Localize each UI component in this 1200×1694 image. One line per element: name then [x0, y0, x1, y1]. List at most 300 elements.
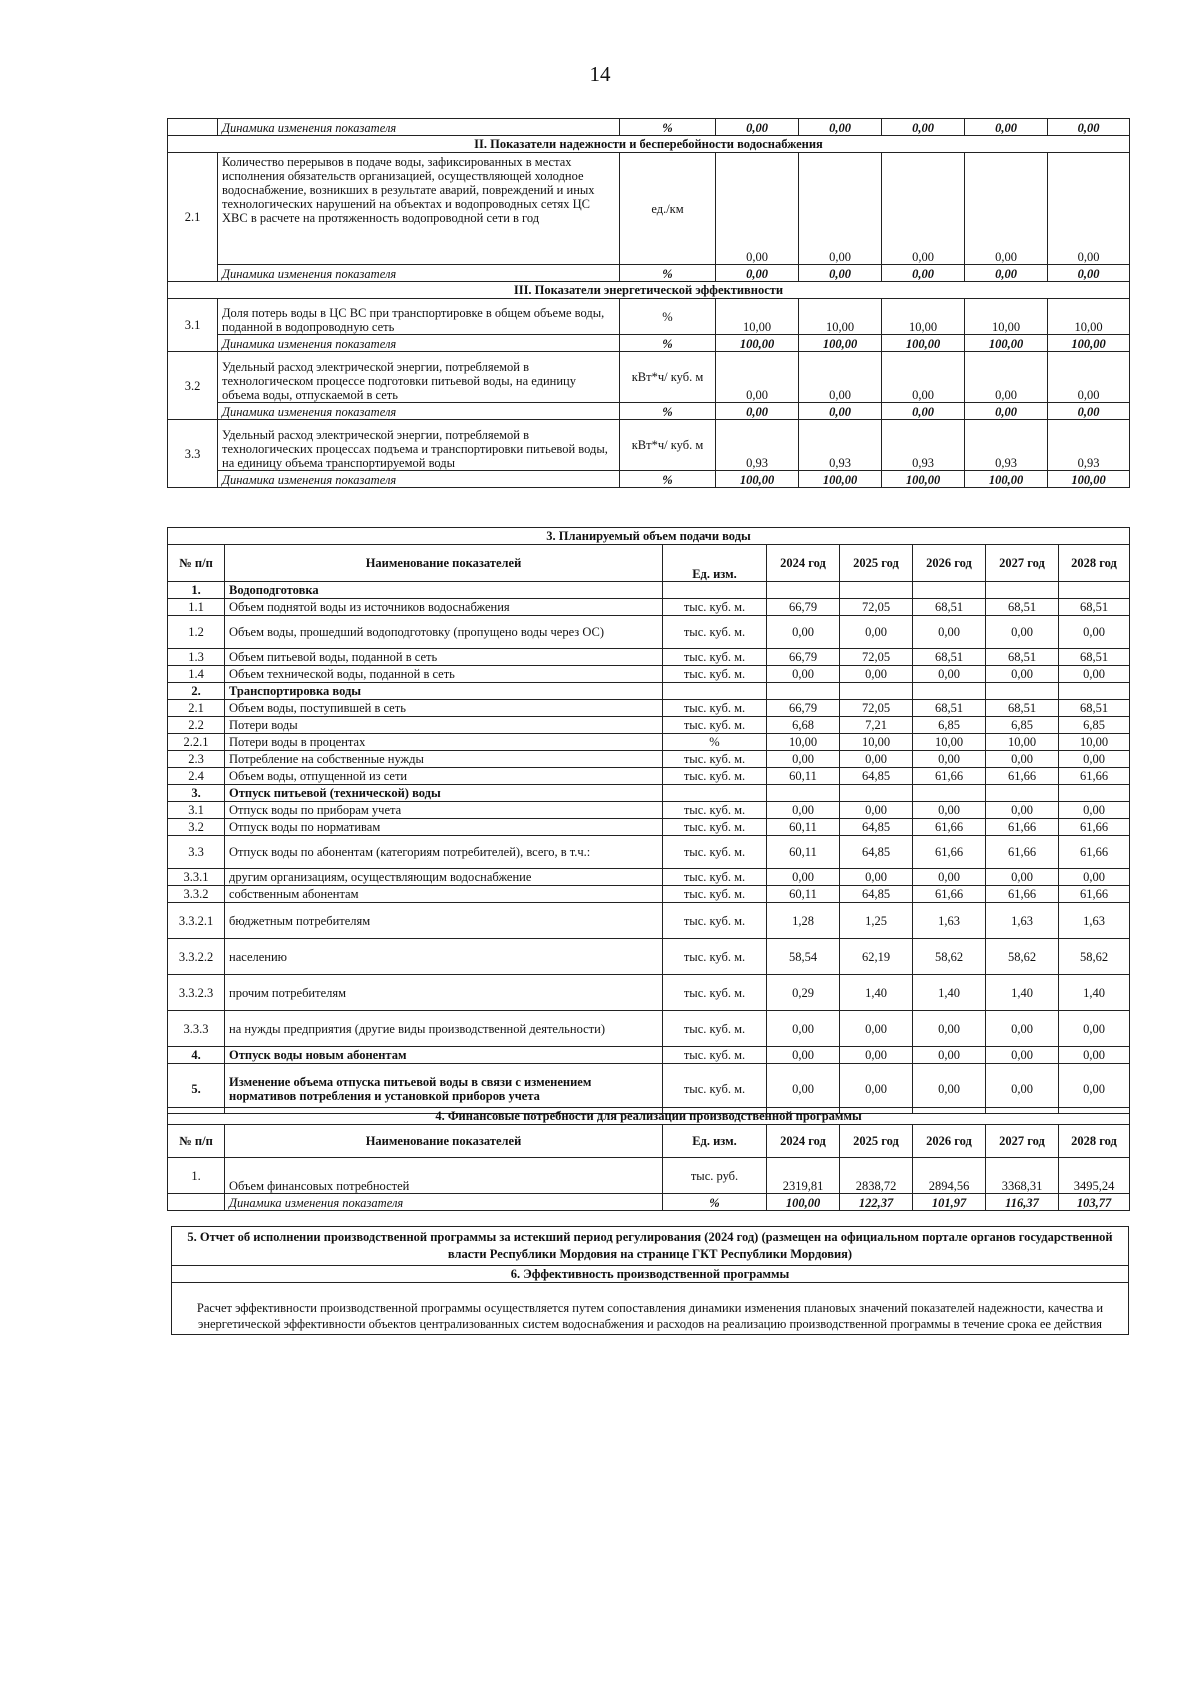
value-cell: 2894,56	[913, 1158, 986, 1194]
row-number: 3.2	[168, 819, 225, 836]
value-cell: 68,51	[1059, 649, 1130, 666]
indicator-name: Отпуск питьевой (технической) воды	[225, 785, 663, 802]
value-cell: 61,66	[1059, 819, 1130, 836]
value-cell: 10,00	[986, 734, 1059, 751]
header-year: 2025 год	[840, 1125, 913, 1158]
volume-row	[168, 1011, 1130, 1047]
value-cell	[767, 683, 840, 700]
indicator-name: Водоподготовка	[225, 582, 663, 599]
header-year: 2027 год	[986, 545, 1059, 582]
report-sections	[171, 1226, 1129, 1335]
value-cell: 0,00	[767, 869, 840, 886]
unit-cell: %	[620, 265, 716, 282]
value-cell: 0,00	[986, 616, 1059, 649]
value-cell: 61,66	[913, 819, 986, 836]
value-cell: 0,00	[913, 751, 986, 768]
volume-row	[168, 717, 1130, 734]
unit-cell: тыс. куб. м.	[663, 717, 767, 734]
header-num: № п/п	[168, 545, 225, 582]
value-cell: 0,00	[965, 119, 1048, 136]
row-number: 3.3	[168, 836, 225, 869]
value-cell: 100,00	[799, 335, 882, 352]
row-number: 3.3.3	[168, 1011, 225, 1047]
value-cell: 3368,31	[986, 1158, 1059, 1194]
header-year: 2027 год	[986, 1125, 1059, 1158]
value-cell: 0,29	[767, 975, 840, 1011]
page-number: 14	[589, 62, 611, 86]
value-cell: 0,00	[840, 666, 913, 683]
value-cell: 0,00	[767, 666, 840, 683]
value-cell: 0,00	[986, 751, 1059, 768]
value-cell: 0,00	[716, 352, 799, 403]
value-cell	[840, 785, 913, 802]
value-cell: 0,00	[840, 751, 913, 768]
header-year: 2028 год	[1059, 545, 1130, 582]
finance-row	[168, 1158, 1130, 1194]
volume-row	[168, 666, 1130, 683]
row-number: 5.	[168, 1064, 225, 1114]
header-name: Наименование показателей	[225, 545, 663, 582]
value-cell: 64,85	[840, 768, 913, 785]
volume-row	[168, 1064, 1130, 1114]
indicator-name: Объем воды, прошедший водоподготовку (пропущено воды через ОС)	[225, 616, 663, 649]
volume-row	[168, 939, 1130, 975]
volume-row	[168, 700, 1130, 717]
value-cell: 7,21	[840, 717, 913, 734]
value-cell: 0,00	[986, 1011, 1059, 1047]
row-number: 2.1	[168, 153, 218, 282]
value-cell: 0,00	[767, 1011, 840, 1047]
volume-row	[168, 975, 1130, 1011]
value-cell	[913, 785, 986, 802]
value-cell: 0,00	[882, 153, 965, 265]
value-cell: 0,00	[799, 119, 882, 136]
value-cell	[1059, 582, 1130, 599]
unit-cell	[663, 582, 767, 599]
value-cell: 10,00	[799, 299, 882, 335]
value-cell: 100,00	[716, 471, 799, 488]
value-cell: 0,00	[767, 1064, 840, 1114]
volume-row	[168, 819, 1130, 836]
indicator-name: Отпуск воды по нормативам	[225, 819, 663, 836]
header-row	[168, 1125, 1130, 1158]
value-cell: 10,00	[913, 734, 986, 751]
volume-row	[168, 802, 1130, 819]
value-cell: 100,00	[965, 471, 1048, 488]
value-cell: 0,93	[965, 420, 1048, 471]
row-number: 2.1	[168, 700, 225, 717]
value-cell: 0,00	[840, 802, 913, 819]
row-number: 1.1	[168, 599, 225, 616]
unit-cell: ед./км	[620, 153, 716, 265]
unit-cell: %	[620, 471, 716, 488]
volume-row	[168, 734, 1130, 751]
value-cell: 60,11	[767, 836, 840, 869]
value-cell: 1,63	[913, 903, 986, 939]
indicator-name: на нужды предприятия (другие виды производственной деятельности)	[225, 1011, 663, 1047]
value-cell: 100,00	[965, 335, 1048, 352]
value-cell: 68,51	[1059, 599, 1130, 616]
volume-row	[168, 886, 1130, 903]
value-cell: 3495,24	[1059, 1158, 1130, 1194]
unit-cell: тыс. куб. м.	[663, 649, 767, 666]
dynamics-row	[168, 403, 1130, 420]
value-cell	[767, 582, 840, 599]
value-cell: 0,00	[840, 1011, 913, 1047]
unit-cell: тыс. куб. м.	[663, 869, 767, 886]
value-cell: 0,00	[1059, 1047, 1130, 1064]
unit-cell: тыс. куб. м.	[663, 1011, 767, 1047]
row-number: 2.2	[168, 717, 225, 734]
unit-cell: тыс. куб. м.	[663, 939, 767, 975]
row-number: 3.2	[168, 352, 218, 420]
value-cell: 61,66	[986, 886, 1059, 903]
value-cell: 0,00	[882, 119, 965, 136]
value-cell: 1,63	[1059, 903, 1130, 939]
value-cell: 0,00	[840, 1047, 913, 1064]
indicator-name: бюджетным потребителям	[225, 903, 663, 939]
value-cell: 0,00	[965, 352, 1048, 403]
unit-cell: тыс. куб. м.	[663, 836, 767, 869]
indicator-name: Потребление на собственные нужды	[225, 751, 663, 768]
finance-table	[167, 1107, 1130, 1211]
volume-row	[168, 649, 1130, 666]
unit-cell: тыс. куб. м.	[663, 903, 767, 939]
value-cell: 61,66	[1059, 886, 1130, 903]
value-cell: 6,85	[913, 717, 986, 734]
header-year: 2024 год	[767, 1125, 840, 1158]
row-number: 3.3.2.2	[168, 939, 225, 975]
section-6-title: 6. Эффективность производственной программы	[172, 1266, 1129, 1283]
value-cell: 64,85	[840, 886, 913, 903]
unit-cell	[663, 683, 767, 700]
unit-cell: кВт*ч/ куб. м	[620, 420, 716, 471]
value-cell: 0,00	[1059, 616, 1130, 649]
header-year: 2028 год	[1059, 1125, 1130, 1158]
header-year: 2025 год	[840, 545, 913, 582]
value-cell: 0,00	[1048, 403, 1130, 420]
value-cell	[986, 683, 1059, 700]
value-cell: 0,00	[767, 1047, 840, 1064]
row-number: 3.	[168, 785, 225, 802]
indicator-name: Отпуск воды по абонентам (категориям потребителей), всего, в т.ч.:	[225, 836, 663, 869]
dynamics-row	[168, 265, 1130, 282]
indicator-name: Потери воды	[225, 717, 663, 734]
row-number: 3.1	[168, 802, 225, 819]
value-cell: 116,37	[986, 1194, 1059, 1211]
value-cell: 101,97	[913, 1194, 986, 1211]
volume-row	[168, 683, 1130, 700]
section-title: 4. Финансовые потребности для реализации производственной программы	[168, 1108, 1130, 1125]
volume-row	[168, 1047, 1130, 1064]
value-cell	[986, 785, 1059, 802]
value-cell: 1,63	[986, 903, 1059, 939]
header-year: 2024 год	[767, 545, 840, 582]
value-cell: 0,00	[767, 802, 840, 819]
header-row	[168, 545, 1130, 582]
row-number: 3.3.2	[168, 886, 225, 903]
row-number: 2.3	[168, 751, 225, 768]
value-cell: 66,79	[767, 649, 840, 666]
value-cell: 0,00	[767, 751, 840, 768]
value-cell: 60,11	[767, 886, 840, 903]
header-year: 2026 год	[913, 545, 986, 582]
value-cell: 72,05	[840, 649, 913, 666]
row-number: 4.	[168, 1047, 225, 1064]
indicator-name: Отпуск воды новым абонентам	[225, 1047, 663, 1064]
value-cell	[986, 582, 1059, 599]
value-cell	[840, 582, 913, 599]
indicator-name: Объем воды, отпущенной из сети	[225, 768, 663, 785]
value-cell: 68,51	[986, 599, 1059, 616]
value-cell: 0,00	[1059, 666, 1130, 683]
value-cell: 6,85	[986, 717, 1059, 734]
value-cell: 60,11	[767, 819, 840, 836]
unit-cell: %	[620, 335, 716, 352]
value-cell: 62,19	[840, 939, 913, 975]
value-cell: 64,85	[840, 819, 913, 836]
indicator-name: прочим потребителям	[225, 975, 663, 1011]
value-cell: 0,00	[913, 869, 986, 886]
row-number: 3.3.2.3	[168, 975, 225, 1011]
section-title: 3. Планируемый объем подачи воды	[168, 528, 1130, 545]
volume-row	[168, 751, 1130, 768]
header-name: Наименование показателей	[225, 1125, 663, 1158]
row-number: 1.	[168, 1158, 225, 1194]
value-cell: 0,00	[1059, 869, 1130, 886]
section-title: III. Показатели энергетической эффективности	[168, 282, 1130, 299]
indicator-row	[168, 153, 1130, 265]
value-cell: 61,66	[986, 836, 1059, 869]
unit-cell: тыс. куб. м.	[663, 751, 767, 768]
value-cell: 0,00	[882, 265, 965, 282]
value-cell: 0,00	[799, 403, 882, 420]
value-cell: 61,66	[913, 768, 986, 785]
header-unit: Ед. изм.	[663, 545, 767, 582]
unit-cell: тыс. куб. м.	[663, 768, 767, 785]
dynamics-row	[168, 1194, 1130, 1211]
section-5-text: 5. Отчет об исполнении производственной программы за истекший период регулирования (2024 год) (размещен на официальном портале органов государственной власти Республики Мордовия на странице ГКТ Республики Мордовия)	[172, 1227, 1129, 1266]
value-cell: 0,00	[1059, 1064, 1130, 1114]
value-cell: 0,93	[716, 420, 799, 471]
header-num: № п/п	[168, 1125, 225, 1158]
unit-cell: %	[620, 119, 716, 136]
value-cell: 0,00	[986, 1064, 1059, 1114]
unit-cell	[663, 785, 767, 802]
value-cell: 100,00	[882, 471, 965, 488]
indicator-name: Изменение объема отпуска питьевой воды в связи с изменением нормативов потребления и установкой приборов учета	[225, 1064, 663, 1114]
value-cell: 72,05	[840, 599, 913, 616]
value-cell: 61,66	[986, 819, 1059, 836]
value-cell: 0,93	[799, 420, 882, 471]
value-cell: 0,00	[986, 802, 1059, 819]
value-cell: 58,62	[986, 939, 1059, 975]
value-cell: 100,00	[716, 335, 799, 352]
row-number: 3.3.1	[168, 869, 225, 886]
dynamics-row	[168, 471, 1130, 488]
value-cell: 10,00	[882, 299, 965, 335]
indicator-name: Доля потерь воды в ЦС ВС при транспортировке в общем объеме воды, поданной в водопроводную сеть	[218, 299, 620, 335]
value-cell: 0,00	[840, 616, 913, 649]
value-cell	[1059, 683, 1130, 700]
value-cell: 60,11	[767, 768, 840, 785]
value-cell: 2838,72	[840, 1158, 913, 1194]
value-cell: 58,62	[913, 939, 986, 975]
value-cell: 0,00	[799, 265, 882, 282]
indicator-name: Объем поднятой воды из источников водоснабжения	[225, 599, 663, 616]
value-cell: 100,00	[1048, 335, 1130, 352]
value-cell: 10,00	[1059, 734, 1130, 751]
value-cell: 0,00	[913, 666, 986, 683]
volume-row	[168, 768, 1130, 785]
value-cell: 0,00	[965, 153, 1048, 265]
volume-row	[168, 903, 1130, 939]
row-number: 1.4	[168, 666, 225, 683]
value-cell: 0,00	[799, 352, 882, 403]
value-cell: 66,79	[767, 700, 840, 717]
volume-row	[168, 616, 1130, 649]
value-cell: 10,00	[716, 299, 799, 335]
value-cell: 0,00	[767, 616, 840, 649]
value-cell: 1,40	[913, 975, 986, 1011]
value-cell: 122,37	[840, 1194, 913, 1211]
value-cell: 61,66	[913, 886, 986, 903]
value-cell: 10,00	[1048, 299, 1130, 335]
unit-cell: тыс. куб. м.	[663, 700, 767, 717]
unit-cell: тыс. куб. м.	[663, 599, 767, 616]
header-year: 2026 год	[913, 1125, 986, 1158]
indicator-name: Удельный расход электрической энергии, потребляемой в технологических процессах подъема и транспортировки питьевой воды, на единицу объема транспортируемой воды	[218, 420, 620, 471]
row-number: 2.4	[168, 768, 225, 785]
unit-cell: %	[663, 734, 767, 751]
indicator-name: другим организациям, осуществляющим водоснабжение	[225, 869, 663, 886]
indicator-name: Потери воды в процентах	[225, 734, 663, 751]
unit-cell: %	[620, 403, 716, 420]
section-title: II. Показатели надежности и бесперебойности водоснабжения	[168, 136, 1130, 153]
indicator-name: Объем питьевой воды, поданной в сеть	[225, 649, 663, 666]
value-cell: 0,00	[799, 153, 882, 265]
row-number: 3.1	[168, 299, 218, 352]
value-cell: 61,66	[1059, 768, 1130, 785]
value-cell	[840, 683, 913, 700]
value-cell: 68,51	[1059, 700, 1130, 717]
volume-row	[168, 599, 1130, 616]
unit-cell: тыс. куб. м.	[663, 819, 767, 836]
value-cell: 0,00	[965, 265, 1048, 282]
indicator-row	[168, 352, 1130, 403]
value-cell: 10,00	[840, 734, 913, 751]
row-number: 2.	[168, 683, 225, 700]
indicator-name: Количество перерывов в подаче воды, зафиксированных в местах исполнения обязательств организацией, осуществляющей холодное водоснабжение, возникших в результате аварий, повреждений и иных технологических нарушений на объектах и водопроводных сетях ЦС ХВС в расчете на протяженность водопроводной сети в год	[218, 153, 620, 265]
dynamics-label: Динамика изменения показателя	[218, 471, 620, 488]
value-cell: 0,00	[913, 1047, 986, 1064]
row-number: 3.3.2.1	[168, 903, 225, 939]
value-cell: 66,79	[767, 599, 840, 616]
value-cell	[913, 582, 986, 599]
dynamics-label: Динамика изменения показателя	[218, 403, 620, 420]
value-cell: 0,00	[882, 403, 965, 420]
dynamics-label: Динамика изменения показателя	[225, 1194, 663, 1211]
value-cell: 0,00	[986, 869, 1059, 886]
value-cell: 58,54	[767, 939, 840, 975]
row-number: 1.3	[168, 649, 225, 666]
value-cell: 0,00	[986, 666, 1059, 683]
indicator-name: Транспортировка воды	[225, 683, 663, 700]
volume-table	[167, 527, 1130, 1114]
unit-cell: тыс. куб. м.	[663, 802, 767, 819]
value-cell: 68,51	[986, 649, 1059, 666]
value-cell: 64,85	[840, 836, 913, 869]
value-cell: 0,00	[1059, 1011, 1130, 1047]
value-cell: 0,00	[716, 153, 799, 265]
row-number: 2.2.1	[168, 734, 225, 751]
value-cell	[1059, 785, 1130, 802]
indicator-name: Объем воды, поступившей в сеть	[225, 700, 663, 717]
value-cell: 10,00	[965, 299, 1048, 335]
header-unit: Ед. изм.	[663, 1125, 767, 1158]
value-cell: 0,00	[716, 403, 799, 420]
indicator-name: собственным абонентам	[225, 886, 663, 903]
value-cell: 0,00	[1059, 751, 1130, 768]
unit-cell: %	[663, 1194, 767, 1211]
unit-cell: тыс. куб. м.	[663, 1064, 767, 1114]
value-cell: 0,93	[1048, 420, 1130, 471]
volume-row	[168, 785, 1130, 802]
value-cell: 58,62	[1059, 939, 1130, 975]
unit-cell: %	[620, 299, 716, 335]
value-cell: 1,25	[840, 903, 913, 939]
value-cell: 0,00	[882, 352, 965, 403]
indicator-name: населению	[225, 939, 663, 975]
value-cell: 0,00	[913, 616, 986, 649]
dynamics-label: Динамика изменения показателя	[218, 335, 620, 352]
value-cell: 68,51	[986, 700, 1059, 717]
indicator-name: Отпуск воды по приборам учета	[225, 802, 663, 819]
unit-cell: тыс. куб. м.	[663, 975, 767, 1011]
indicator-name: Удельный расход электрической энергии, потребляемой в технологическом процессе подготовки питьевой воды, на единицу объема воды, отпускаемой в сеть	[218, 352, 620, 403]
section-6-text: Расчет эффективности производственной программы осуществляется путем сопоставления динамики изменения плановых значений показателей надежности, качества и энергетической эффективности объектов централизованных систем водоснабжения и расходов на реализацию производственной программы в течение срока ее действия	[172, 1283, 1129, 1335]
value-cell: 1,40	[1059, 975, 1130, 1011]
value-cell: 103,77	[1059, 1194, 1130, 1211]
unit-cell: тыс. куб. м.	[663, 666, 767, 683]
value-cell: 0,00	[1059, 802, 1130, 819]
unit-cell: тыс. куб. м.	[663, 1047, 767, 1064]
value-cell	[913, 683, 986, 700]
indicators-table	[167, 118, 1130, 488]
value-cell: 0,00	[716, 265, 799, 282]
value-cell: 100,00	[799, 471, 882, 488]
volume-body	[168, 582, 1130, 1114]
value-cell: 0,00	[965, 403, 1048, 420]
dynamics-row	[168, 335, 1130, 352]
dynamics-row	[168, 119, 1130, 136]
unit-cell: тыс. куб. м.	[663, 886, 767, 903]
value-cell: 61,66	[986, 768, 1059, 785]
indicator-name: Объем технической воды, поданной в сеть	[225, 666, 663, 683]
value-cell: 0,00	[840, 1064, 913, 1114]
value-cell: 61,66	[913, 836, 986, 869]
value-cell: 0,00	[716, 119, 799, 136]
indicator-row	[168, 420, 1130, 471]
dynamics-label: Динамика изменения показателя	[218, 265, 620, 282]
unit-cell: кВт*ч/ куб. м	[620, 352, 716, 403]
value-cell: 61,66	[1059, 836, 1130, 869]
row-number: 3.3	[168, 420, 218, 488]
value-cell: 6,68	[767, 717, 840, 734]
value-cell: 0,00	[1048, 153, 1130, 265]
value-cell: 0,00	[913, 1011, 986, 1047]
indicator-name: Объем финансовых потребностей	[225, 1158, 663, 1194]
